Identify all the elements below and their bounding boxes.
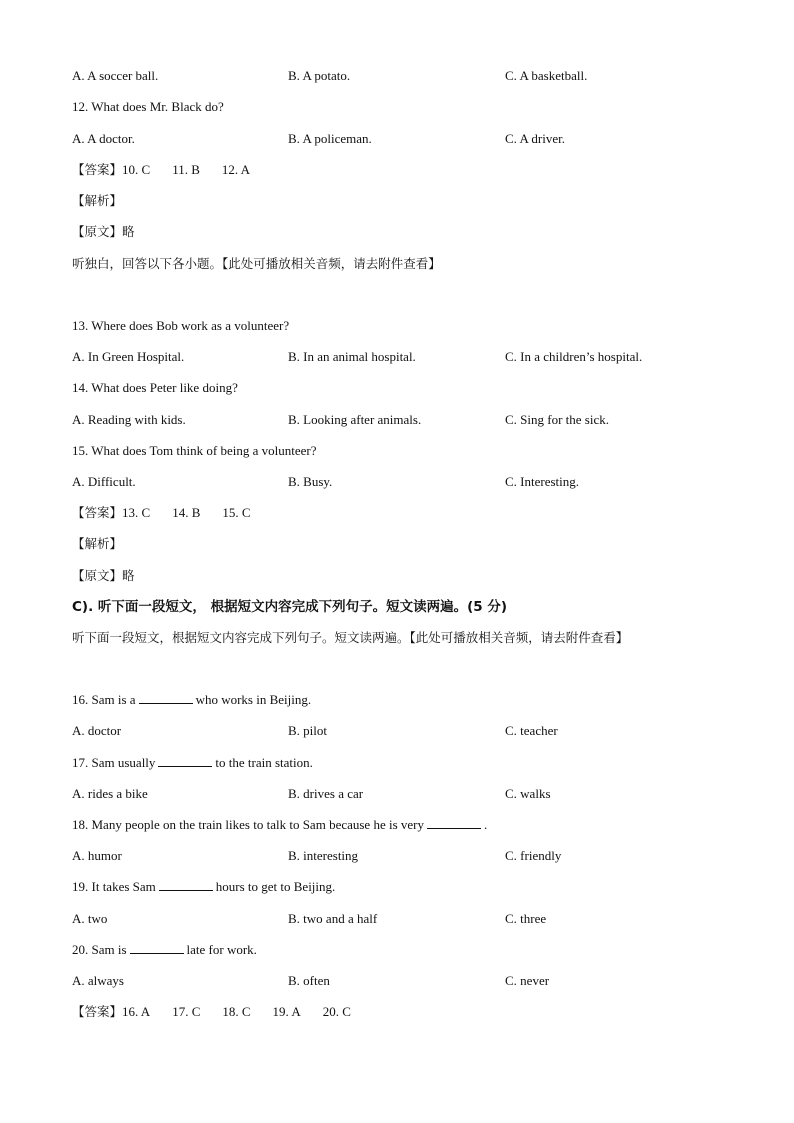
q20-option-a: A. always (72, 973, 124, 988)
q12-option-a: A. A doctor. (72, 131, 135, 146)
q17-option-c: C. walks (505, 786, 551, 801)
analysis-label-2: 【解析】 (72, 536, 123, 551)
q11-option-b: B. A potato. (288, 68, 351, 83)
answer-item: 12. A (221, 162, 251, 177)
q19-question (72, 877, 335, 897)
q13-option-c: C. In a children’s hospital. (505, 349, 643, 364)
q12-question: 12. What does Mr. Black do? (72, 99, 224, 114)
q16-option-c: C. teacher (505, 723, 558, 738)
q20-text-before: 20. Sam is (72, 942, 127, 957)
q19-text-after: hours to get to Beijing. (215, 879, 336, 894)
q18-text-after: . (484, 817, 488, 832)
monologue-instruction: 听独白，回答以下各小题。【此处可播放相关音频，请去附件查看】 (72, 256, 441, 271)
q13-option-b: B. In an animal hospital. (288, 349, 416, 364)
fill-blank (427, 816, 481, 829)
q19-text-before: 19. It takes Sam (72, 879, 156, 894)
q14-question: 14. What does Peter like doing? (72, 380, 238, 395)
q17-option-b: B. drives a car (288, 786, 364, 801)
answer-item: 20. C (322, 1004, 351, 1019)
q19-option-a: A. two (72, 911, 108, 926)
q17-text-before: 17. Sam usually (72, 755, 156, 770)
q18-option-c: C. friendly (505, 848, 562, 863)
q14-option-a: A. Reading with kids. (72, 412, 186, 427)
q18-question (72, 815, 487, 835)
q16-option-a: A. doctor (72, 723, 122, 738)
q14-option-b: B. Looking after animals. (288, 412, 422, 427)
analysis-label-1: 【解析】 (72, 193, 123, 208)
answer-item: 19. A (272, 1004, 301, 1019)
q19-option-c: C. three (505, 911, 547, 926)
answer-block-3 (72, 1002, 373, 1022)
section-c-heading: C). 听下面一段短文， 根据短文内容完成下列句子。短文读两遍。(5 分) (72, 599, 508, 615)
answer-label: 【答案】 (72, 505, 123, 520)
fill-blank (130, 941, 184, 954)
answer-item: 17. C (172, 1004, 201, 1019)
answer-item: 14. B (172, 505, 201, 520)
answer-block-1 (72, 160, 272, 180)
fill-blank (158, 754, 212, 767)
fill-blank (139, 691, 193, 704)
q18-option-b: B. interesting (288, 848, 359, 863)
q20-text-after: late for work. (186, 942, 257, 957)
q12-option-b: B. A policeman. (288, 131, 372, 146)
answer-item: 18. C (222, 1004, 251, 1019)
q20-option-c: C. never (505, 973, 550, 988)
q16-question (72, 690, 311, 710)
answer-item: 10. C (122, 162, 151, 177)
answer-block-2 (72, 503, 273, 523)
q19-option-b: B. two and a half (288, 911, 378, 926)
q13-option-a: A. In Green Hospital. (72, 349, 185, 364)
section-c-instruction: 听下面一段短文，根据短文内容完成下列句子。短文读两遍。【此处可播放相关音频，请去附件查看】 (72, 630, 629, 645)
q16-text-before: 16. Sam is a (72, 692, 136, 707)
q18-text-before: 18. Many people on the train likes to talk to Sam because he is very (72, 817, 424, 832)
q18-option-a: A. humor (72, 848, 122, 863)
q20-option-b: B. often (288, 973, 330, 988)
answer-item: 13. C (122, 505, 151, 520)
q11-option-c: C. A basketball. (505, 68, 588, 83)
original-text-2: 【原文】略 (72, 568, 135, 583)
q15-option-a: A. Difficult. (72, 474, 136, 489)
fill-blank (159, 878, 213, 891)
q14-option-c: C. Sing for the sick. (505, 412, 609, 427)
q20-question (72, 940, 257, 960)
answer-label: 【答案】 (72, 1004, 123, 1019)
answer-item: 16. A (122, 1004, 151, 1019)
q17-text-after: to the train station. (215, 755, 313, 770)
q12-option-c: C. A driver. (505, 131, 565, 146)
answer-item: 15. C (222, 505, 251, 520)
original-text-1: 【原文】略 (72, 224, 135, 239)
q16-text-after: who works in Beijing. (195, 692, 312, 707)
q17-option-a: A. rides a bike (72, 786, 148, 801)
q15-option-b: B. Busy. (288, 474, 333, 489)
q15-option-c: C. Interesting. (505, 474, 580, 489)
q13-question: 13. Where does Bob work as a volunteer? (72, 318, 290, 333)
q15-question: 15. What does Tom think of being a volunteer? (72, 443, 317, 458)
q11-option-a: A. A soccer ball. (72, 68, 159, 83)
q17-question (72, 753, 313, 773)
answer-item: 11. B (172, 162, 200, 177)
answer-label: 【答案】 (72, 162, 123, 177)
q16-option-b: B. pilot (288, 723, 328, 738)
